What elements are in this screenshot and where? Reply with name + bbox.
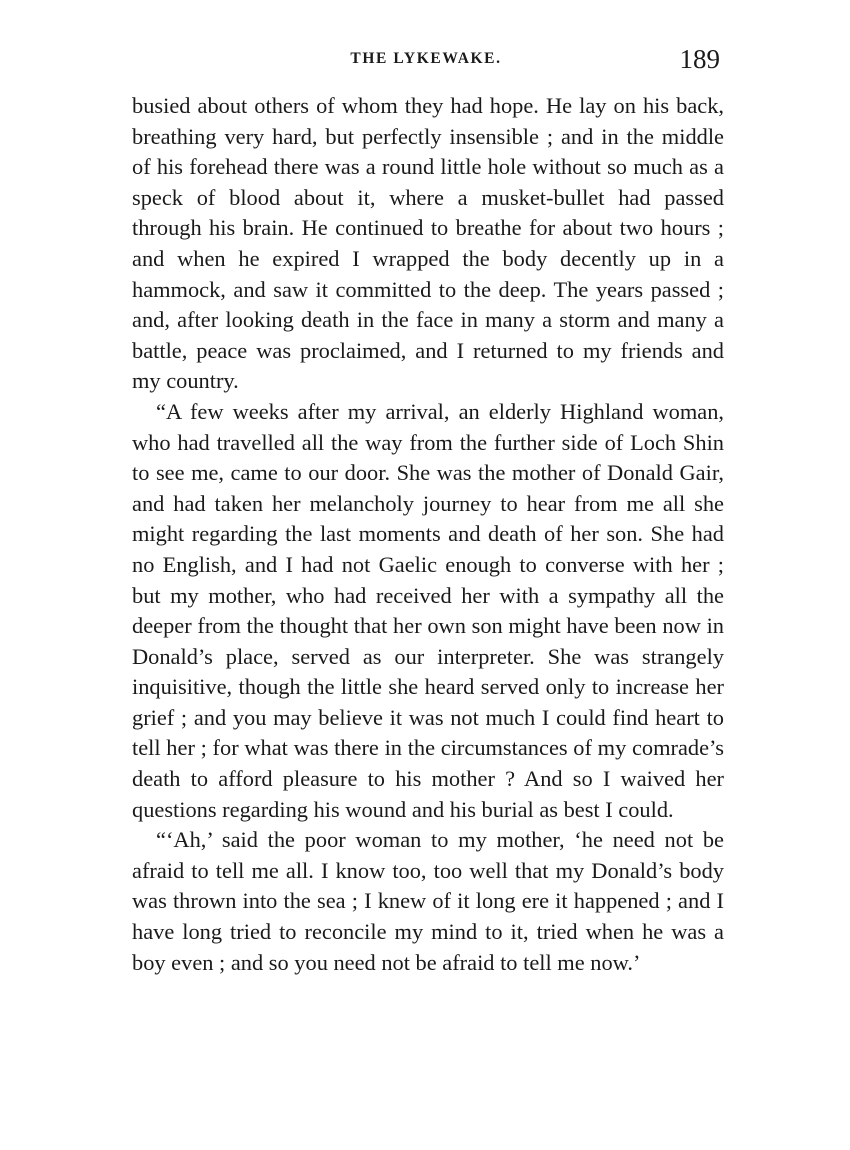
running-head	[132, 46, 720, 76]
paragraph-mother-speech: “‘Ah,’ said the poor woman to my mother, ‘he need not be afraid to tell me all. I know too, too well that my Donald’s body was thrown into the sea ; I knew of it long ere it happened ; and I have long tried to reconcile my mind to it, tried when he was a boy even ; and so you need not be afraid to tell me now.’	[132, 827, 724, 975]
paragraph-highland-woman: “A few weeks after my arrival, an elderly Highland woman, who had travelled all the way from the further side of Loch Shin to see me, came to our door. She was the mother of Donald Gair, and had taken her melancholy journey to hear from me all she might regarding the last moments and death of her son. She had no English, and I had not Gaelic enough to converse with her ; but my mother, who had received her with a sympathy all the deeper from the thought that her own son might have been now in Donald’s place, served as our interpreter. She was strangely inquisitive, though the little she heard served only to increase her grief ; and you may believe it was not much I could find heart to tell her ; for what was there in the circumstances of my comrade’s death to afford pleasure to his mother ? And so I waived her questions regarding his wound and his burial as best I could.	[132, 398, 724, 822]
running-title: THE LYKEWAKE.	[350, 50, 502, 67]
page-number: 189	[679, 44, 720, 74]
body-text	[132, 91, 724, 978]
paragraph-continued: busied about others of whom they had hope. He lay on his back, breathing very hard, but perfectly insensible ; and in the middle of his forehead there was a round little hole without so much as a speck of blood about it, where a musket-bullet had passed through his brain. He continued to breathe for about two hours ; and when he expired I wrapped the body decently up in a hammock, and saw it committed to the deep. The years passed ; and, after looking death in the face in many a storm and many a battle, peace was proclaimed, and I returned to my friends and my country.	[132, 93, 724, 394]
